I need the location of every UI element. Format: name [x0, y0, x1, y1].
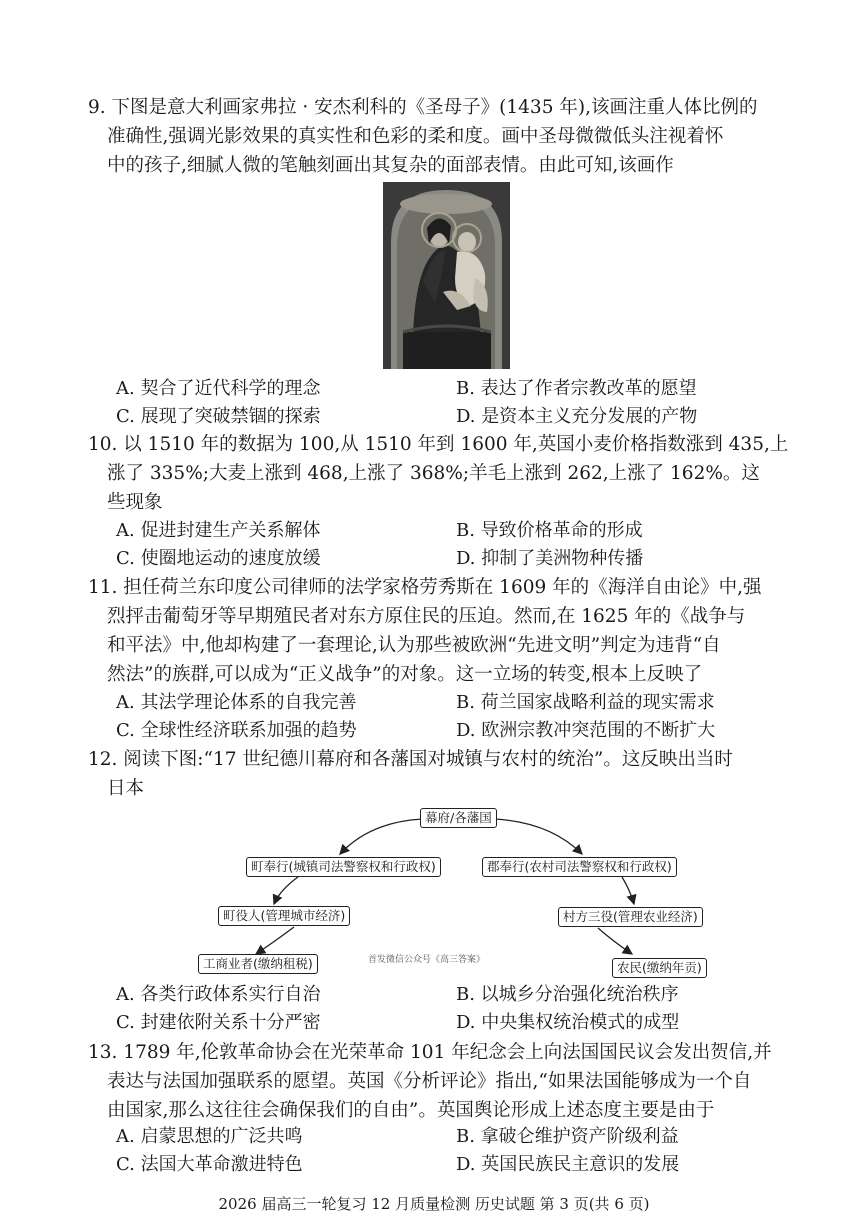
q13-option-d: D. 英国民族民主意识的发展: [456, 1154, 680, 1175]
q10-line-3: 些现象: [107, 492, 163, 513]
q9-line-1: 9. 下图是意大利画家弗拉 · 安杰利科的《圣母子》(1435 年),该画注重人体比例的: [88, 97, 758, 118]
q9-option-b: B. 表达了作者宗教改革的愿望: [456, 378, 697, 399]
q9-line-2: 准确性,强调光影效果的真实性和色彩的柔和度。画中圣母微微低头注视着怀: [107, 126, 724, 147]
q10-option-b: B. 导致价格革命的形成: [456, 520, 643, 541]
q10-line-1: 10. 以 1510 年的数据为 100,从 1510 年到 1600 年,英国小麦价格指数涨到 435,上: [88, 434, 789, 455]
q13-option-b: B. 拿破仑维护资产阶级利益: [456, 1126, 679, 1147]
q10-option-c: C. 使圈地运动的速度放缓: [116, 548, 321, 569]
q10-option-d: D. 抑制了美洲物种传播: [456, 548, 644, 569]
q12-option-a: A. 各类行政体系实行自治: [116, 984, 321, 1005]
q10-option-a: A. 促进封建生产关系解体: [116, 520, 321, 541]
node-gun-bugyo: 郡奉行(农村司法警察权和行政权): [482, 857, 677, 877]
q13-option-a: A. 启蒙思想的广泛共鸣: [116, 1126, 303, 1147]
q9-line-3: 中的孩子,细腻人微的笔触刻画出其复杂的面部表情。由此可知,该画作: [107, 155, 674, 176]
q12-line-1: 12. 阅读下图:“17 世纪德川幕府和各藩国对城镇与农村的统治”。这反映出当时: [88, 749, 733, 770]
q11-line-3: 和平法》中,他却构建了一套理论,认为那些被欧洲“先进文明”判定为违背“自: [107, 635, 721, 656]
q11-option-d: D. 欧洲宗教冲突范围的不断扩大: [456, 720, 716, 741]
shogunate-governance-diagram: [190, 800, 710, 980]
q13-line-3: 由国家,那么这往往会确保我们的自由”。英国舆论形成上述态度主要是由于: [107, 1100, 715, 1121]
page-footer: 2026 届高三一轮复习 12 月质量检测 历史试题 第 3 页(共 6 页): [218, 1195, 650, 1213]
node-merchants: 工商业者(缴纳租税): [198, 954, 318, 974]
node-machi-bugyo: 町奉行(城镇司法警察权和行政权): [246, 857, 441, 877]
q12-line-2: 日本: [107, 778, 145, 799]
madonna-and-child-painting: [383, 182, 510, 369]
q11-line-4: 然法”的族群,可以成为“正义战争”的对象。这一立场的转变,根本上反映了: [107, 664, 703, 685]
node-machi-yakunin: 町役人(管理城市经济): [218, 906, 350, 926]
q11-option-b: B. 荷兰国家战略利益的现实需求: [456, 692, 715, 713]
q10-line-2: 涨了 335%;大麦上涨到 468,上涨了 368%;羊毛上涨到 262,上涨了 162%。这: [107, 463, 760, 484]
q11-option-a: A. 其法学理论体系的自我完善: [116, 692, 357, 713]
q13-option-c: C. 法国大革命激进特色: [116, 1154, 303, 1175]
q9-option-c: C. 展现了突破禁锢的探索: [116, 406, 321, 427]
q11-line-1: 11. 担任荷兰东印度公司律师的法学家格劳秀斯在 1609 年的《海洋自由论》中,强: [88, 577, 762, 598]
q9-option-d: D. 是资本主义充分发展的产物: [456, 406, 698, 427]
q11-line-2: 烈抨击葡萄牙等早期殖民者对东方原住民的压迫。然而,在 1625 年的《战争与: [107, 606, 746, 627]
watermark-text: 首发微信公众号《高三答案》: [368, 955, 486, 965]
node-peasants: 农民(缴纳年贡): [612, 958, 707, 978]
q12-option-c: C. 封建依附关系十分严密: [116, 1012, 321, 1033]
q11-option-c: C. 全球性经济联系加强的趋势: [116, 720, 357, 741]
node-murakata-sanyaku: 村方三役(管理农业经济): [558, 907, 703, 927]
q12-option-b: B. 以城乡分治强化统治秩序: [456, 984, 679, 1005]
q9-option-a: A. 契合了近代科学的理念: [116, 378, 321, 399]
q12-option-d: D. 中央集权统治模式的成型: [456, 1012, 680, 1033]
node-shogunate: 幕府/各藩国: [420, 808, 497, 828]
q13-line-1: 13. 1789 年,伦敦革命协会在光荣革命 101 年纪念会上向法国国民议会发出贺信,并: [88, 1042, 772, 1063]
q13-line-2: 表达与法国加强联系的愿望。英国《分析评论》指出,“如果法国能够成为一个自: [107, 1071, 752, 1092]
